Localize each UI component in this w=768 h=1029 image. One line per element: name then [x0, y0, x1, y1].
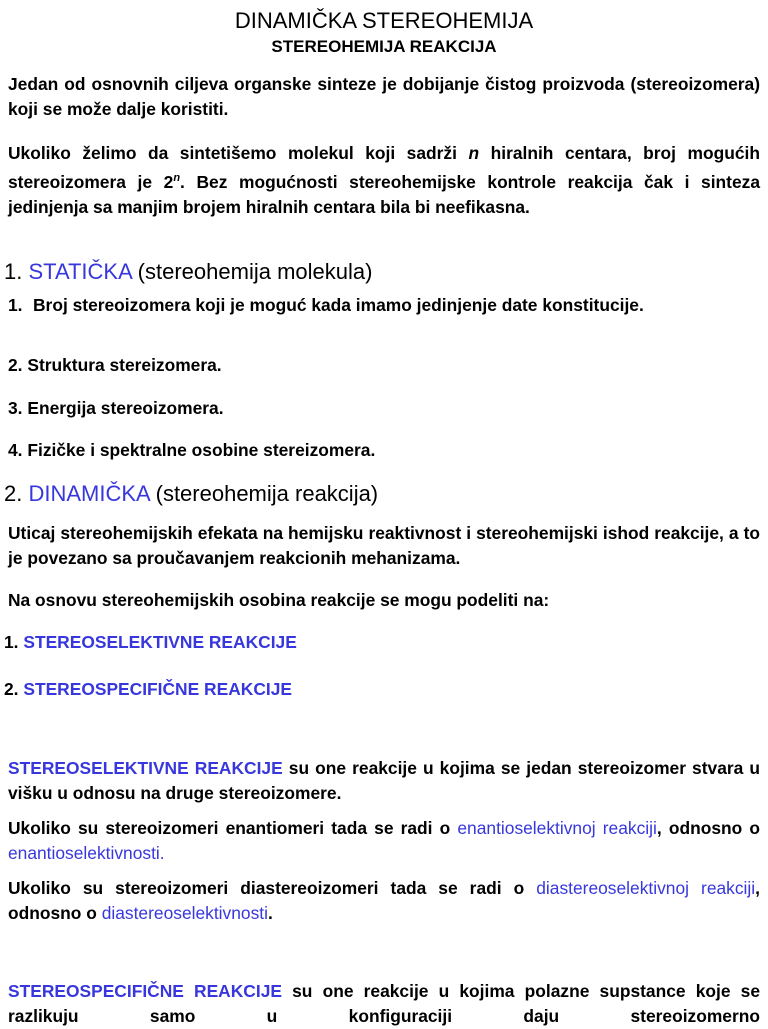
enantio-text-a: Ukoliko su stereoizomeri enantiomeri tada se radi o	[8, 818, 458, 838]
section1-item-3-number: 3.	[8, 398, 23, 418]
diastereo-text-b: , odnosno o	[8, 878, 760, 923]
section2-paren: (stereohemija reakcija)	[149, 481, 379, 506]
section1-item-2-number: 2.	[8, 355, 23, 375]
section1-item-4-number: 4.	[8, 440, 23, 460]
stereospecific-def-text: su one reakcije u kojima polazne supstance koje se razlikuju samo u konfiguraciji daju stereoizomerno	[8, 981, 760, 1026]
section1-item-4	[8, 440, 375, 461]
intro-p2-text-b: hiralnih centara, broj mogućih stereoizomera je 2	[8, 143, 760, 192]
section1-heading	[4, 259, 372, 285]
section1-name: STATIČKA	[28, 259, 132, 284]
intro-paragraph-2	[8, 141, 760, 220]
stereospecific-term: STEREOSPECIFIČNE REAKCIJE	[8, 981, 282, 1001]
section2-heading	[4, 481, 378, 507]
section2-split-intro: Na osnovu stereohemijskih osobina reakcije se mogu podeliti na:	[8, 590, 550, 610]
stereoselective-def-text: su one reakcije u kojima se jedan stereoizomer stvara u višku u odnosu na druge stereoizomere.	[8, 758, 760, 803]
class-item-1-number: 1.	[4, 632, 24, 652]
class-item-stereospecific	[4, 679, 292, 700]
section1-paren: (stereohemija molekula)	[131, 259, 373, 284]
section1-item-2-text: Struktura stereizomera.	[27, 355, 222, 375]
section1-item-1-text: Broj stereoizomera koji je moguć kada imamo jedinjenje date konstitucije.	[33, 295, 644, 315]
section2-number: 2.	[4, 481, 29, 506]
section1-number: 1.	[4, 259, 29, 284]
enantio-term-1: enantioselektivnoj reakciji	[457, 818, 657, 838]
page-subtitle: STEREOHEMIJA REAKCIJA	[271, 37, 497, 56]
class-item-2-number: 2.	[4, 679, 24, 699]
section1-item-3	[8, 398, 224, 419]
section1-item-1-number: 1.	[8, 295, 23, 315]
enantio-text-b: , odnosno o	[656, 818, 761, 838]
diastereo-term-2: diastereoselektivnosti	[101, 903, 268, 923]
stereoselective-term: STEREOSELEKTIVNE REAKCIJE	[8, 758, 283, 778]
page-title: DINAMIČKA STEREOHEMIJA	[234, 8, 534, 33]
intro-paragraph-1: Jedan od osnovnih ciljeva organske sinteze je dobijanje čistog proizvoda (stereoizomera) koji se može dalje koristiti.	[8, 74, 760, 119]
stereoselective-definition	[8, 756, 760, 806]
intro-p2-variable-n: n	[468, 143, 480, 163]
intro-p2-text-c: . Bez mogućnosti stereohemijske kontrole reakcija čak i sinteza jedinjenja sa manjim brojem hiralnih centara bila bi neefikasna.	[8, 171, 760, 217]
diastereo-text-a: Ukoliko su stereoizomeri diastereoizomeri tada se radi o	[8, 878, 537, 898]
intro-p2-superscript: n	[173, 172, 181, 184]
class-item-1-label: STEREOSELEKTIVNE REAKCIJE	[23, 632, 297, 652]
section2-name: DINAMIČKA	[28, 481, 150, 506]
section1-item-1	[8, 293, 760, 318]
section1-item-2	[8, 355, 222, 376]
enantioselective-paragraph	[8, 816, 760, 866]
enantio-term-2: enantioselektivnosti.	[8, 843, 165, 863]
class-item-stereoselective	[4, 632, 297, 653]
section2-description: Uticaj stereohemijskih efekata na hemijsku reaktivnost i stereohemijski ishod reakcije, a to je povezano sa proučavanjem reakcionih mehanizama.	[8, 523, 760, 568]
stereospecific-definition	[8, 979, 760, 1029]
class-item-2-label: STEREOSPECIFIČNE REAKCIJE	[23, 679, 292, 699]
diastereo-term-1: diastereoselektivnoj reakciji	[536, 878, 756, 898]
intro-p2-text-a: Ukoliko želimo da sintetišemo molekul koji sadrži	[8, 143, 469, 163]
diastereoselective-paragraph	[8, 876, 760, 926]
diastereo-text-c: .	[267, 903, 273, 923]
section1-item-4-text: Fizičke i spektralne osobine stereizomera.	[27, 440, 376, 460]
section1-item-3-text: Energija stereoizomera.	[27, 398, 224, 418]
